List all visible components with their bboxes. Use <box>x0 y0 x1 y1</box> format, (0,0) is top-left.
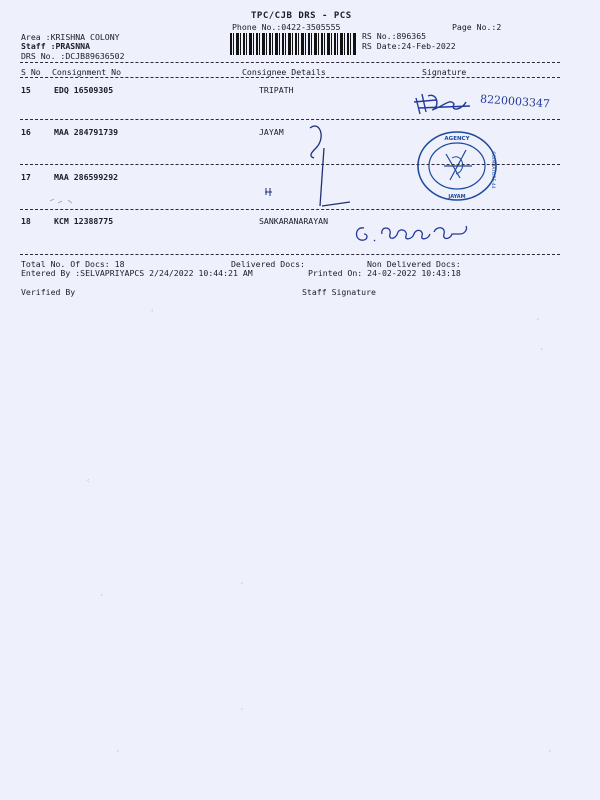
svg-text:AGENCY: AGENCY <box>444 136 470 142</box>
barcode <box>230 33 356 55</box>
row-consignment: MAA 284791739 <box>54 127 119 137</box>
scan-speck: · <box>116 748 120 755</box>
total-docs: Total No. Of Docs: 18 <box>21 259 125 269</box>
row-consignee: SANKARANARAYAN <box>259 216 329 226</box>
signature-mark <box>264 186 276 198</box>
verified-by-label: Verified By <box>21 287 76 297</box>
divider <box>20 164 560 165</box>
column-header-consignment: Consignment No <box>52 67 122 77</box>
signature-handwritten <box>352 222 482 248</box>
rs-number: RS No.:896365 <box>362 31 427 41</box>
non-delivered-docs: Non Delivered Docs: <box>367 259 461 269</box>
signature-phone-handwritten: 8220003347 <box>479 92 551 111</box>
printed-on: Printed On: 24-02-2022 10:43:18 <box>308 268 461 278</box>
divider <box>20 62 560 63</box>
column-header-signature: Signature <box>422 67 467 77</box>
phone-number: Phone No.:0422-3505555 <box>232 22 341 32</box>
svg-text:COIMBATORE-44: COIMBATORE-44 <box>490 151 495 189</box>
row-sno: 17 <box>21 172 31 182</box>
row-consignee: TRIPATH <box>259 85 294 95</box>
staff-signature-label: Staff Signature <box>302 287 376 297</box>
row-consignment: MAA 286599292 <box>54 172 119 182</box>
row-consignee: JAYAM <box>259 127 284 137</box>
entered-by: Entered By :SELVAPRIYAPCS 2/24/2022 10:44:21 AM <box>21 268 253 278</box>
staff-label: Staff :PRASNNA <box>21 41 91 51</box>
divider <box>20 209 560 210</box>
row-consignment: KCM 12388775 <box>54 216 114 226</box>
row-consignment: EDQ 16509305 <box>54 85 114 95</box>
scan-speck: · <box>548 748 552 755</box>
divider <box>20 119 560 120</box>
area-label: Area :KRISHNA COLONY <box>21 32 120 42</box>
row-sno: 15 <box>21 85 31 95</box>
scan-speck: ⁖ <box>150 308 154 315</box>
rs-date: RS Date:24-Feb-2022 <box>362 41 456 51</box>
document-title: TPC/CJB DRS - PCS <box>251 11 352 21</box>
scan-speck: · <box>240 580 244 587</box>
drs-number: DRS No. :DCJB89636502 <box>21 51 125 61</box>
scan-speck: · <box>540 346 544 353</box>
scan-speck: · <box>240 706 244 713</box>
row-sno: 16 <box>21 127 31 137</box>
scan-speck: ⁖ <box>86 478 90 485</box>
row-sno: 18 <box>21 216 31 226</box>
scan-speck: · <box>100 592 104 599</box>
signature-scribble <box>410 88 480 116</box>
ink-smudge <box>48 195 78 207</box>
delivered-docs: Delivered Docs: <box>231 259 305 269</box>
divider <box>20 77 560 78</box>
column-header-consignee: Consignee Details <box>242 67 326 77</box>
agency-stamp <box>416 130 498 202</box>
svg-text:JAYAM: JAYAM <box>448 194 466 200</box>
divider <box>20 254 560 255</box>
signature-stroke <box>300 118 360 213</box>
column-header-sno: S No <box>21 67 41 77</box>
scan-speck: · <box>536 316 540 323</box>
page-number: Page No.:2 <box>452 22 502 32</box>
